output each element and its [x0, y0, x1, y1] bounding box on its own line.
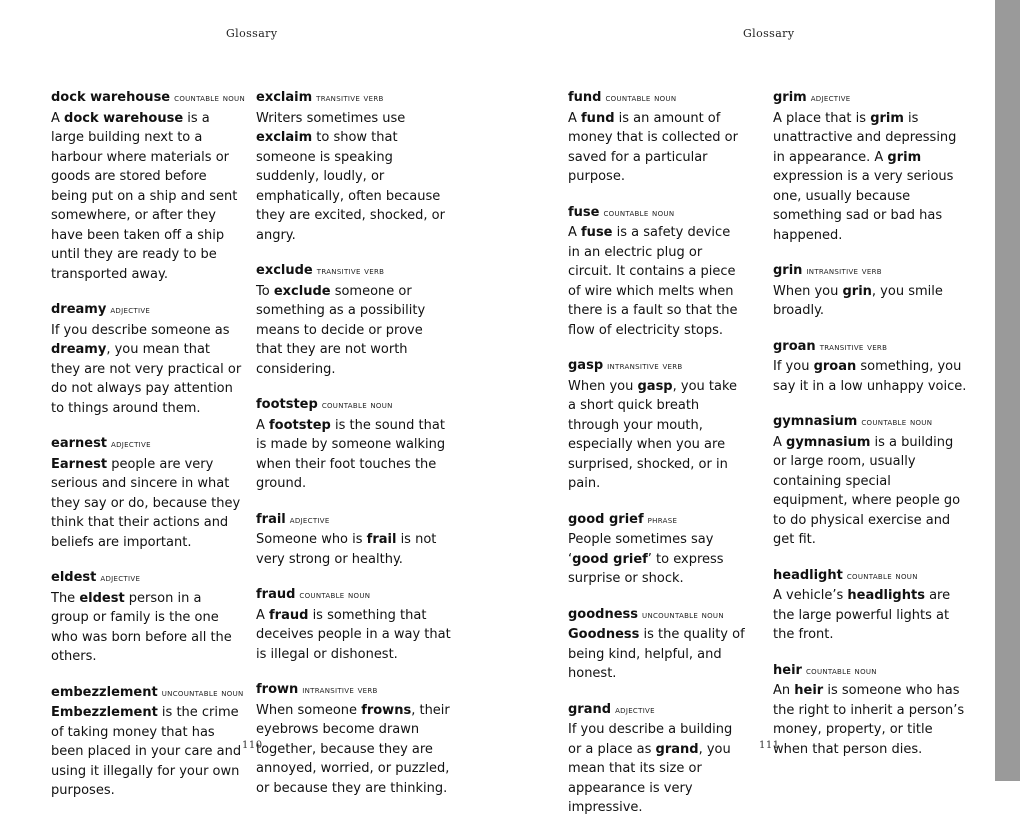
definition-term: Goodness — [568, 627, 640, 642]
glossary-entry — [256, 88, 452, 245]
definition — [51, 455, 243, 553]
glossary-column — [256, 88, 452, 814]
right-page — [510, 0, 995, 815]
headword-line — [51, 568, 243, 589]
glossary-column — [51, 88, 246, 817]
glossary-entry — [51, 568, 243, 667]
definition-term: fraud — [269, 607, 309, 623]
definition — [773, 282, 967, 321]
definition — [773, 357, 967, 396]
definition-text: When you — [568, 378, 638, 394]
headword: grim — [773, 90, 807, 105]
headword: grin — [773, 263, 803, 278]
glossary-entry — [773, 337, 967, 397]
headword: footstep — [256, 397, 318, 412]
definition-term: groan — [813, 359, 857, 374]
definition-text: is something that deceives people in a way that is illegal or dishonest. — [256, 607, 451, 662]
headword: embezzlement — [51, 684, 158, 700]
headword: exclaim — [256, 90, 313, 105]
headword-line — [51, 88, 246, 109]
part-of-speech: countable noun — [805, 665, 877, 677]
glossary-entry — [568, 510, 745, 589]
definition — [51, 703, 243, 801]
headword-line — [568, 605, 745, 626]
glossary-entry — [773, 661, 967, 760]
definition-text: To — [256, 283, 274, 299]
part-of-speech: transitive verb — [316, 266, 385, 277]
definition-text: Someone who is — [256, 532, 367, 547]
glossary-entry — [568, 605, 745, 684]
definition-term: grand — [655, 741, 699, 757]
definition-term: eldest — [79, 590, 125, 606]
headword-line — [568, 510, 745, 531]
definition — [773, 109, 967, 246]
part-of-speech: transitive verb — [316, 93, 384, 104]
definition — [256, 701, 452, 799]
glossary-entry — [256, 585, 452, 664]
definition-text: When you — [773, 283, 843, 299]
glossary-entry — [51, 434, 243, 552]
glossary-entry — [51, 300, 243, 418]
headword: earnest — [51, 436, 108, 451]
glossary-entry — [256, 510, 452, 570]
definition-text: is the sound that is made by someone walking when their foot touches the ground. — [256, 417, 446, 491]
headword: fraud — [256, 587, 296, 602]
definition-text: A — [568, 110, 582, 126]
headword-line — [773, 566, 967, 587]
headword: goodness — [568, 606, 639, 622]
definition — [256, 416, 452, 494]
definition-text: Writers sometimes use — [256, 110, 406, 126]
part-of-speech: adjective — [111, 439, 151, 450]
definition-term: grin — [842, 283, 872, 299]
glossary-entry — [256, 680, 452, 798]
definition-text: is not very strong or healthy. — [256, 532, 437, 567]
definition-text: When someone — [256, 702, 362, 718]
definition — [256, 530, 452, 569]
headword-line — [773, 661, 967, 682]
definition — [256, 109, 452, 246]
headword: grand — [568, 701, 612, 717]
definition — [256, 606, 452, 665]
definition-text: is a large building next to a harbour where materials or goods are stored before being put on a ship and sent somewhere, or after they have been taken off a ship until they are ready to be transported away. — [51, 110, 238, 282]
definition-text: People sometimes say ‘ — [568, 532, 714, 567]
headword: groan — [773, 338, 816, 354]
part-of-speech: adjective — [100, 573, 141, 584]
headword-line — [256, 680, 452, 701]
definition-text: is someone who has the right to inherit a person’s money, property, or title when that person dies. — [773, 683, 965, 757]
definition — [568, 223, 745, 340]
headword-line — [256, 510, 452, 531]
headword: heir — [773, 662, 802, 678]
part-of-speech: intransitive verb — [607, 361, 683, 372]
headword-line — [773, 88, 967, 109]
definition — [773, 433, 967, 550]
part-of-speech: countable noun — [846, 570, 918, 582]
headword-line — [568, 203, 745, 224]
definition-text: A — [568, 225, 582, 240]
definition-text: to show that someone is speaking suddenly, loudly, or emphatically, often because they are excited, shocked, or angry. — [256, 130, 445, 243]
part-of-speech: countable noun — [603, 207, 675, 219]
headword: exclude — [256, 263, 313, 278]
definition-text: someone or something as a possibility means to decide or prove that they are not worth considering. — [256, 283, 426, 377]
definition-text: is the crime of taking money that has been placed in your care and using it illegally for your own purposes. — [51, 705, 242, 798]
definition-term: good grief — [572, 551, 648, 567]
headword: good grief — [568, 511, 644, 527]
definition — [568, 377, 745, 494]
headword: frown — [256, 682, 299, 697]
definition — [51, 321, 243, 419]
part-of-speech: countable noun — [605, 93, 677, 104]
headword: gymnasium — [773, 414, 858, 429]
definition-text: An — [773, 683, 795, 698]
headword: dock warehouse — [51, 90, 171, 105]
definition-term: headlights — [847, 588, 925, 603]
part-of-speech: countable noun — [174, 93, 246, 104]
definition-text: If you — [773, 359, 814, 374]
part-of-speech: countable noun — [321, 400, 393, 411]
definition-text: The — [51, 590, 80, 606]
definition-text: is the quality of being kind, helpful, and honest. — [568, 627, 745, 681]
headword-line — [568, 700, 745, 721]
glossary-entry — [568, 356, 745, 494]
definition — [773, 681, 967, 759]
glossary-entry — [568, 700, 745, 818]
definition-term: frail — [366, 532, 397, 547]
part-of-speech: intransitive verb — [302, 685, 378, 696]
part-of-speech: countable noun — [861, 417, 933, 428]
headword: gasp — [568, 358, 604, 373]
definition-text: is an amount of money that is collected or saved for a particular purpose. — [568, 110, 738, 184]
part-of-speech: countable noun — [299, 590, 371, 601]
headword: frail — [256, 511, 286, 527]
glossary-entry — [773, 412, 967, 550]
definition-term: exclude — [273, 283, 331, 299]
definition — [568, 109, 745, 187]
headword-line — [773, 261, 967, 282]
headword: headlight — [773, 567, 843, 583]
headword-line — [256, 395, 452, 416]
part-of-speech: adjective — [289, 514, 330, 526]
definition-text: A vehicle’s — [773, 588, 848, 603]
headword-line — [51, 434, 243, 455]
page-number: 110 — [242, 740, 263, 751]
glossary-column — [773, 88, 967, 775]
part-of-speech: phrase — [647, 514, 678, 526]
glossary-entry — [256, 261, 452, 379]
definition-text: A — [256, 417, 270, 433]
page-number: 111 — [759, 740, 780, 751]
definition-term: gymnasium — [786, 434, 871, 450]
definition-term: fund — [581, 110, 615, 126]
definition-term: Embezzlement — [51, 705, 158, 720]
definition-text: If you describe a building or a place as — [568, 722, 733, 757]
definition-text: , their eyebrows become drawn together, because they are annoyed, worried, or puzzled, or because they are thinking. — [256, 702, 450, 796]
part-of-speech: intransitive verb — [806, 266, 882, 277]
glossary-entry — [773, 88, 967, 245]
definition-text: people are very serious and sincere in what they say or do, because they think that their actions and beliefs are important. — [51, 456, 241, 550]
glossary-entry — [51, 88, 246, 284]
definition — [568, 530, 745, 589]
definition-text: A — [51, 110, 65, 126]
definition-text: person in a group or family is the one who was born before all the others. — [51, 590, 232, 664]
definition-text: A place that is — [773, 110, 871, 126]
definition-term: grim — [887, 149, 922, 165]
definition-text: , you mean that its size or appearance is very impressive. — [568, 741, 731, 815]
part-of-speech: transitive verb — [819, 341, 888, 353]
definition-text: ’ to express surprise or shock. — [568, 551, 724, 586]
glossary-entry — [773, 566, 967, 645]
definition — [568, 720, 745, 818]
running-head: Glossary — [226, 27, 278, 40]
glossary-entry — [256, 395, 452, 494]
definition-text: expression is a very serious one, usually because something sad or bad has happened. — [773, 169, 954, 243]
definition-text: are the large powerful lights at the front. — [773, 588, 951, 642]
definition-term: grim — [870, 110, 904, 126]
definition-text: is a building or large room, usually containing special equipment, where people go to do physical exercise and get fit. — [773, 434, 961, 547]
definition-text: If you describe someone as — [51, 322, 230, 338]
headword-line — [256, 585, 452, 606]
definition-text: , you mean that they are not very practical or do not always pay attention to things around them. — [51, 342, 242, 416]
definition-term: Earnest — [51, 456, 108, 472]
headword: fund — [568, 90, 602, 105]
left-page — [0, 0, 510, 798]
definition-term: frowns — [361, 702, 412, 718]
glossary-entry — [51, 683, 243, 801]
definition — [256, 282, 452, 380]
definition-text: , you smile broadly. — [773, 283, 943, 318]
headword-line — [773, 337, 967, 358]
glossary-entry — [568, 203, 745, 341]
definition-term: dock warehouse — [64, 110, 184, 126]
definition-text: is a safety device in an electric plug or circuit. It contains a piece of wire which melts when there is a fault so that the flow of electricity stops. — [568, 225, 738, 338]
definition-text: , you take a short quick breath through your mouth, especially when you are surprised, shocked, or in pain. — [568, 378, 738, 491]
headword-line — [51, 300, 243, 321]
headword: fuse — [568, 204, 600, 220]
part-of-speech: adjective — [110, 305, 151, 316]
part-of-speech: adjective — [810, 93, 851, 104]
definition-text: is unattractive and depressing in appearance. A — [773, 110, 957, 165]
headword: eldest — [51, 570, 97, 585]
headword-line — [256, 88, 452, 109]
definition — [773, 586, 967, 645]
definition-term: dreamy — [51, 342, 107, 357]
part-of-speech: uncountable noun — [642, 609, 724, 621]
glossary-column — [568, 88, 745, 834]
definition — [51, 109, 243, 285]
scrollbar[interactable] — [995, 0, 1020, 781]
part-of-speech: adjective — [615, 704, 655, 716]
headword-line — [51, 683, 243, 704]
part-of-speech: uncountable noun — [161, 687, 244, 699]
definition — [568, 625, 745, 684]
headword-line — [773, 412, 967, 433]
definition-term: fuse — [581, 225, 613, 240]
definition — [51, 589, 243, 667]
running-head: Glossary — [743, 27, 795, 40]
definition-term: footstep — [269, 417, 331, 433]
headword-line — [568, 356, 745, 377]
definition-term: gasp — [637, 378, 673, 394]
definition-text: A — [773, 434, 787, 450]
glossary-entry — [568, 88, 745, 187]
definition-term: heir — [794, 683, 824, 698]
headword-line — [568, 88, 745, 109]
definition-text: something, you say it in a low unhappy voice. — [773, 359, 967, 394]
definition-text: A — [256, 607, 270, 623]
definition-term: exclaim — [256, 130, 313, 145]
glossary-entry — [773, 261, 967, 321]
headword: dreamy — [51, 302, 107, 317]
headword-line — [256, 261, 452, 282]
